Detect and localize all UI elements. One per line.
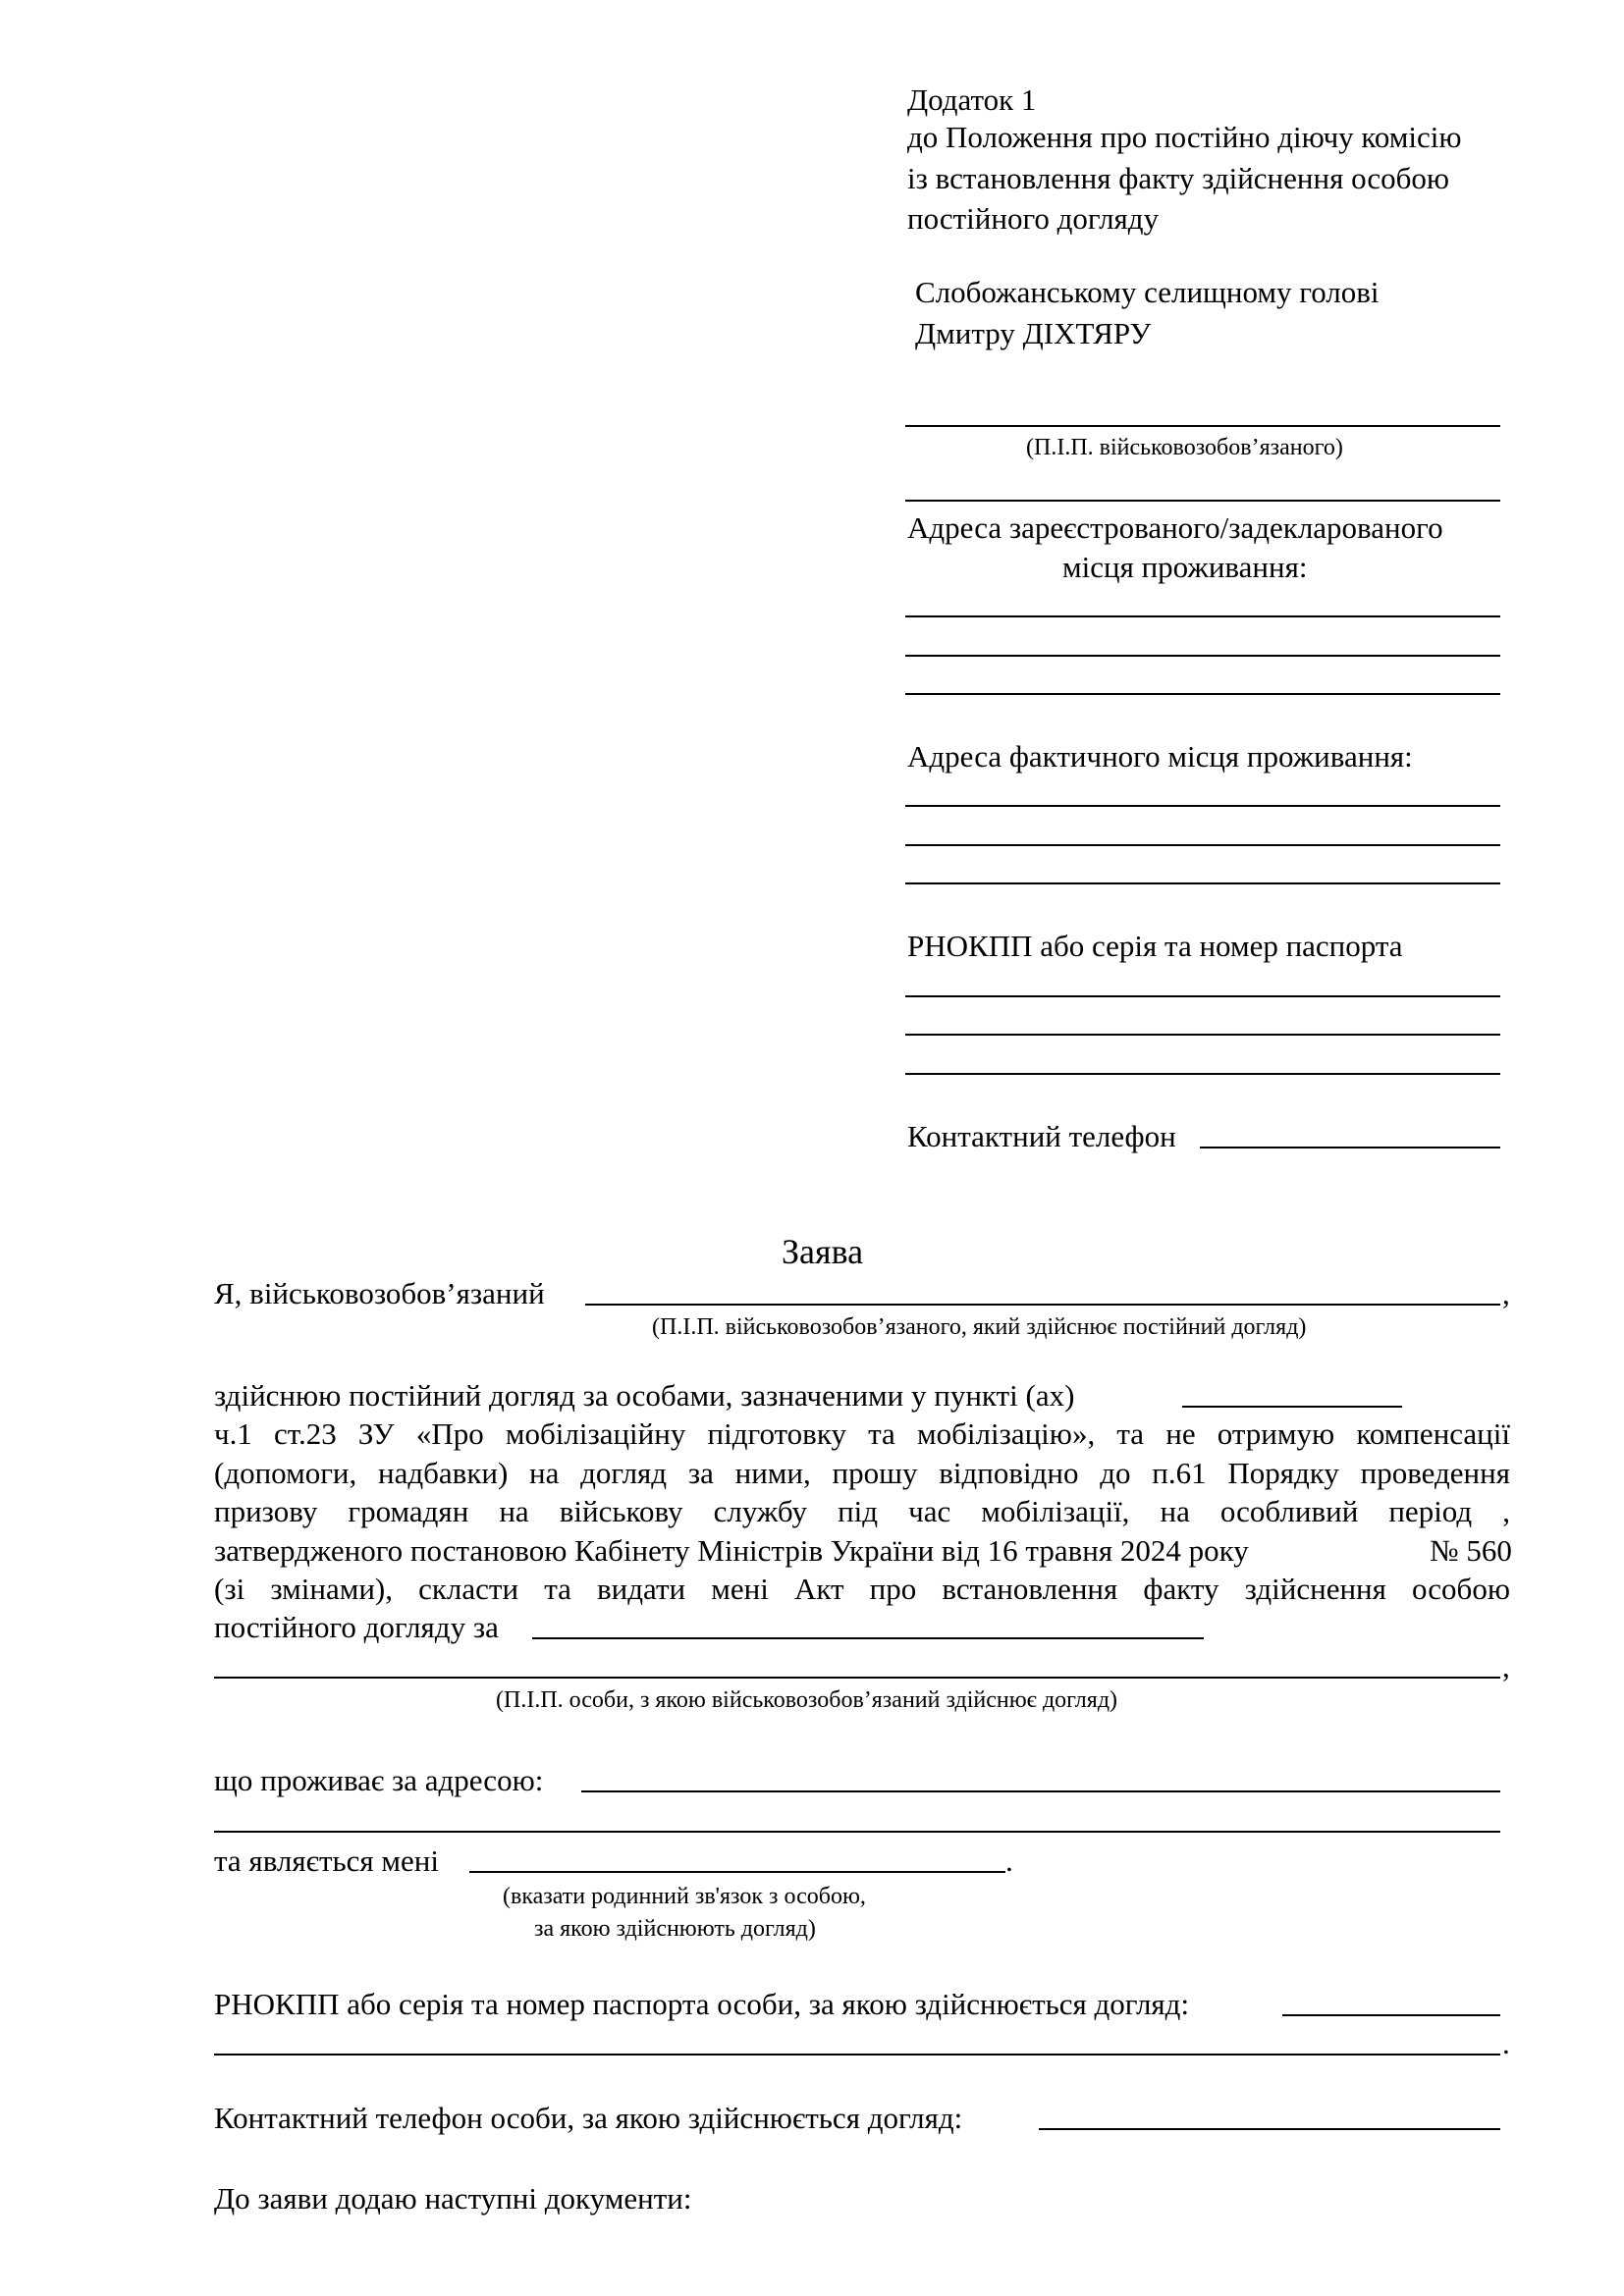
actual-address-field-2[interactable] <box>905 844 1500 846</box>
intro-comma: , <box>1502 1276 1510 1310</box>
paragraph-line-1: здійснюю постійний догляд за особами, зазначеними у пункті (ах) <box>214 1378 1075 1413</box>
residence-field-1[interactable] <box>581 1790 1500 1792</box>
reg-address-label-2: місця проживання: <box>1062 550 1308 584</box>
person-phone-field[interactable] <box>1039 2128 1500 2130</box>
residence-label: що проживає за адресою: <box>214 1763 544 1797</box>
paragraph-line-3: (допомоги, надбавки) на догляд за ними, прошу відповідно до п.61 Порядку проведення <box>214 1456 1510 1490</box>
attachments-label: До заяви додаю наступні документи: <box>214 2181 692 2216</box>
statement-intro: Я, військовозобов’язаний <box>214 1276 545 1310</box>
person-tax-field-2[interactable] <box>214 2054 1500 2056</box>
paragraph-line-7: постійного догляду за <box>214 1610 499 1644</box>
person-tax-field-1[interactable] <box>1282 2014 1500 2016</box>
applicant-name-caption: (П.І.П. військовозобов’язаного) <box>1026 435 1343 460</box>
tax-id-field-3[interactable] <box>905 1073 1500 1075</box>
person-phone-label: Контактний телефон особи, за якою здійснюється догляд: <box>214 2101 963 2135</box>
paragraph-line-5: затвердженого постановою Кабінету Міністрів України від 16 травня 2024 року <box>214 1533 1249 1568</box>
relation-label: та являється мені <box>214 1843 439 1878</box>
person-name-field-2[interactable] <box>214 1677 1500 1679</box>
phone-field[interactable] <box>1200 1147 1500 1148</box>
statement-title: Заява <box>782 1232 864 1271</box>
reg-address-field-3[interactable] <box>905 693 1500 695</box>
reg-address-field-1[interactable] <box>905 615 1500 617</box>
paragraph-points-field[interactable] <box>1182 1406 1402 1408</box>
person-name-field[interactable] <box>532 1637 1204 1639</box>
phone-label: Контактний телефон <box>907 1119 1176 1153</box>
actual-address-field-3[interactable] <box>905 882 1500 884</box>
person-tax-label: РНОКПП або серія та номер паспорта особи, за якою здійснюється догляд: <box>214 1987 1190 2021</box>
reg-address-label-1: Адреса зареєстрованого/задекларованого <box>907 510 1443 545</box>
person-name-caption: (П.І.П. особи, з якою військовозобов’язаний здійснює догляд) <box>496 1687 1118 1713</box>
paragraph-line-2: ч.1 ст.23 ЗУ «Про мобілізаційну підготовку та мобілізацію», та не отримую компенсації <box>214 1416 1510 1451</box>
relation-caption-2: за якою здійснюють догляд) <box>534 1916 816 1942</box>
resolution-number: № 560 <box>1430 1533 1512 1568</box>
addressee-line-1: Слобожанському селищному голові <box>915 275 1380 309</box>
appendix-line-2: до Положення про постійно діючу комісію <box>907 120 1462 154</box>
appendix-number: Додаток 1 <box>907 82 1037 117</box>
relation-caption-1: (вказати родинний зв'язок з особою, <box>503 1884 866 1909</box>
actual-address-label: Адреса фактичного місця проживання: <box>907 739 1413 774</box>
tax-id-field-2[interactable] <box>905 1034 1500 1036</box>
tax-id-label: РНОКПП або серія та номер паспорта <box>907 929 1403 963</box>
paragraph-line-4: призову громадян на військову службу під час мобілізації, на особливий період , <box>214 1494 1510 1528</box>
actual-address-field-1[interactable] <box>905 805 1500 807</box>
paragraph-line-6: (зі змінами), скласти та видати мені Акт про встановлення факту здійснення особою <box>214 1572 1510 1606</box>
appendix-line-4: постійного догляду <box>907 201 1160 236</box>
applicant-fullname-caption: (П.І.П. військовозобов’язаного, який здійснює постійний догляд) <box>652 1314 1307 1340</box>
person-name-comma: , <box>1502 1649 1510 1683</box>
applicant-fullname-field[interactable] <box>585 1304 1500 1306</box>
addressee-line-2: Дмитру ДІХТЯРУ <box>915 316 1152 350</box>
relation-period: . <box>1005 1843 1013 1878</box>
relation-field[interactable] <box>469 1871 1005 1873</box>
person-tax-period: . <box>1502 2026 1510 2060</box>
residence-field-2[interactable] <box>214 1831 1500 1833</box>
tax-id-field-1[interactable] <box>905 995 1500 997</box>
appendix-line-3: із встановлення факту здійснення особою <box>907 161 1450 195</box>
applicant-name-field-2[interactable] <box>905 500 1500 502</box>
reg-address-field-2[interactable] <box>905 655 1500 657</box>
applicant-name-field[interactable] <box>905 425 1500 427</box>
